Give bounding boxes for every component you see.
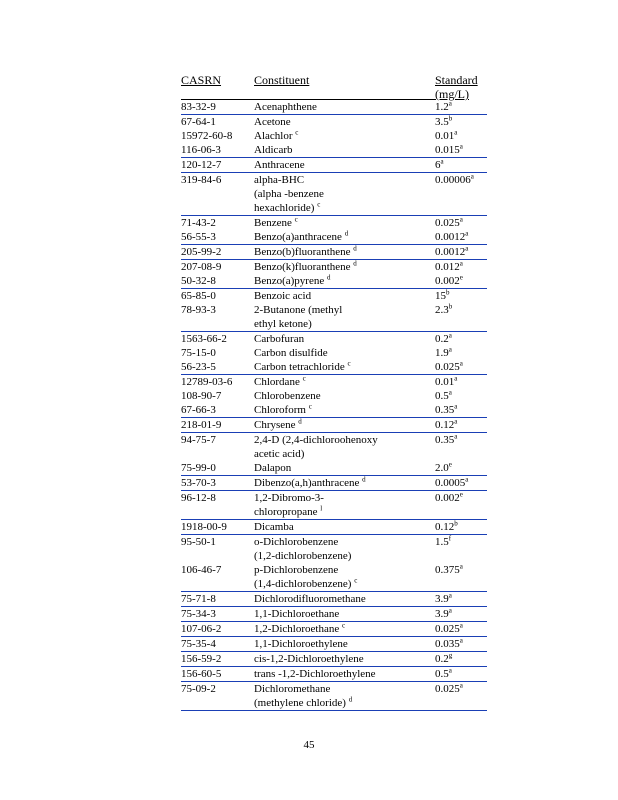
standard-cell: 3.5$^b$ [435,114,453,128]
table-row [181,115,487,129]
constituent-cell: cis-1,2-Dichloroethylene [254,653,364,665]
constituent-cell: Benzo(a)anthracene $^d$ [254,229,349,243]
table-row [181,592,487,607]
casrn-cell: 75-71-8 [181,593,216,605]
header-casrn: CASRN [181,73,222,87]
standards-table [181,100,487,711]
table-row [181,461,487,476]
casrn-cell: 71-43-2 [181,217,216,229]
standard-cell: 0.002e [435,273,463,287]
standard-cell: 0.5$^a$ [435,666,452,680]
table-row [181,389,487,403]
table-row [181,375,487,389]
table-row [181,607,487,622]
casrn-cell: 95-50-1 [181,536,216,548]
standard-cell: 3.9$^a$ [435,591,452,605]
casrn-cell: 65-85-0 [181,290,216,302]
constituent-cell: 1,1-Dichloroethylene [254,638,348,650]
casrn-cell: 1918-00-9 [181,521,227,533]
casrn-cell: 78-93-3 [181,304,216,316]
table-row [181,346,487,360]
table-row [181,476,487,491]
constituent-cell: 2-Butanone (methyl ethyl ketone) [254,304,343,330]
standard-cell: 0.01$^a$ [435,128,458,142]
table-row [181,143,487,158]
standard-cell: 0.025$^a$ [435,681,463,695]
standard-cell: 0.12$^a$ [435,417,458,431]
standard-cell: 3.9$^a$ [435,606,452,620]
casrn-cell: 96-12-8 [181,492,216,504]
constituent-cell: Carbon disulfide [254,347,328,359]
table-row [181,622,487,637]
constituent-cell: Dicamba [254,521,294,533]
constituent-cell: 1,1-Dichloroethane [254,608,340,620]
constituent-cell: Benzo(b)fluoranthene $^d$ [254,244,357,258]
standard-cell: 0.0012$^a$ [435,229,469,243]
table-row [181,418,487,433]
standard-cell: 0.002e [435,490,463,504]
table-row [181,173,487,216]
table-row [181,520,487,535]
constituent-cell: 1,2-Dichloroethane $^c$ [254,621,346,635]
table-row [181,667,487,682]
standard-cell: 1.9$^a$ [435,345,452,359]
constituent-cell: Acenaphthene [254,101,317,113]
casrn-cell: 1563-66-2 [181,333,227,345]
table-row [181,216,487,230]
header-constituent: Constituent [254,73,310,87]
table-row [181,289,487,303]
table-row [181,682,487,711]
casrn-cell: 53-70-3 [181,477,216,489]
standard-cell: 0.025$^a$ [435,621,463,635]
casrn-cell: 75-99-0 [181,462,216,474]
constituent-cell: Carbofuran [254,333,305,345]
table-row [181,535,487,563]
constituent-cell: Chloroform $^c$ [254,402,312,416]
constituent-cell: Dibenzo(a,h)anthracene $^d$ [254,475,366,489]
table-row [181,637,487,652]
table-row [181,433,487,461]
casrn-cell: 67-64-1 [181,116,216,128]
constituent-cell: Alachlor $^c$ [254,128,299,142]
casrn-cell: 15972-60-8 [181,130,233,142]
casrn-cell: 207-08-9 [181,261,222,273]
table-row [181,100,487,115]
table-row [181,563,487,592]
standard-cell: 0.025$^a$ [435,359,463,373]
casrn-cell: 205-99-2 [181,246,222,258]
constituent-cell: Benzo(a)pyrene $^d$ [254,273,331,287]
casrn-cell: 108-90-7 [181,390,222,402]
table-row [181,129,487,143]
header-standard-line2: (mg/L) [435,87,469,101]
casrn-cell: 75-35-4 [181,638,216,650]
standard-cell: 0.12$^b$ [435,519,458,533]
casrn-cell: 319-84-6 [181,174,222,186]
constituent-cell: Chlordane $^c$ [254,374,306,388]
constituent-cell: Benzoic acid [254,290,312,302]
standard-cell: 1.5$^f$ [435,534,452,548]
constituent-cell: Anthracene [254,159,305,171]
standard-cell: 0.025$^a$ [435,215,463,229]
casrn-cell: 50-32-8 [181,275,216,287]
casrn-cell: 107-06-2 [181,623,222,635]
constituent-cell: Aldicarb [254,144,293,156]
header-standard-line1: Standard [435,73,478,87]
casrn-cell: 156-59-2 [181,653,222,665]
table-row [181,360,487,375]
constituent-cell: Chrysene $^d$ [254,417,302,431]
casrn-cell: 67-66-3 [181,404,216,416]
constituent-cell: 1,2-Dibromo-3- chloropropane $^l$ [254,492,324,518]
constituent-cell: 2,4-D (2,4-dichloroohenoxy acetic acid) [254,434,378,460]
standard-cell: 0.35$^a$ [435,432,458,446]
standard-cell: 0.01$^a$ [435,374,458,388]
standard-cell: 0.2$^a$ [435,331,452,345]
standard-cell: 0.2$^g$ [435,651,453,665]
constituent-cell: trans -1,2-Dichloroethylene [254,668,376,680]
casrn-cell: 120-12-7 [181,159,222,171]
constituent-cell: o-Dichlorobenzene (1,2-dichlorobenzene) [254,536,352,562]
constituent-cell: Carbon tetrachloride $^c$ [254,359,351,373]
standard-cell: 0.35$^a$ [435,402,458,416]
standard-cell: 2.3$^b$ [435,302,453,316]
table-row [181,491,487,520]
header-standard [435,73,478,101]
standard-cell: 0.0012$^a$ [435,244,469,258]
standard-cell: 0.00006$^a$ [435,172,474,186]
standard-cell: 0.375$^a$ [435,562,463,576]
casrn-cell: 56-55-3 [181,231,216,243]
casrn-cell: 75-34-3 [181,608,216,620]
constituent-cell: Chlorobenzene [254,390,321,402]
constituent-cell: Acetone [254,116,291,128]
casrn-cell: 56-23-5 [181,361,216,373]
casrn-cell: 218-01-9 [181,419,222,431]
standard-cell: 6$^a$ [435,157,444,171]
standard-cell: 0.0005$^a$ [435,475,469,489]
casrn-cell: 12789-03-6 [181,376,233,388]
table-row [181,332,487,346]
standard-cell: 0.015$^a$ [435,142,463,156]
casrn-cell: 83-32-9 [181,101,216,113]
casrn-cell: 94-75-7 [181,434,216,446]
constituent-cell: Benzo(k)fluoranthene $^d$ [254,259,357,273]
casrn-cell: 116-06-3 [181,144,221,156]
table-row [181,230,487,245]
standard-cell: 2.0e [435,460,452,474]
constituent-cell: Dalapon [254,462,292,474]
constituent-cell: Dichloromethane (methylene chloride) $^d$ [254,683,353,709]
constituent-cell: Benzene $^c$ [254,215,298,229]
standard-cell: 0.035$^a$ [435,636,463,650]
casrn-cell: 75-15-0 [181,347,216,359]
table-row [181,260,487,274]
standard-cell: 15$^b$ [435,288,450,302]
table-row [181,158,487,173]
table-row [181,303,487,332]
casrn-cell: 106-46-7 [181,564,222,576]
standard-cell: 1.2$^a$ [435,99,452,113]
constituent-cell: Dichlorodifluoromethane [254,593,366,605]
casrn-cell: 156-60-5 [181,668,222,680]
standard-cell: 0.012$^a$ [435,259,463,273]
constituent-cell: alpha-BHC (alpha -benzene hexachloride) $^c$ [254,174,324,214]
table-row [181,652,487,667]
table-row [181,245,487,260]
table-row [181,274,487,289]
casrn-cell: 75-09-2 [181,683,216,695]
page-number: 45 [303,739,315,751]
constituent-cell: p-Dichlorobenzene (1,4-dichlorobenzene) $^c$ [254,564,358,590]
standard-cell: 0.5$^a$ [435,388,452,402]
table-row [181,403,487,418]
